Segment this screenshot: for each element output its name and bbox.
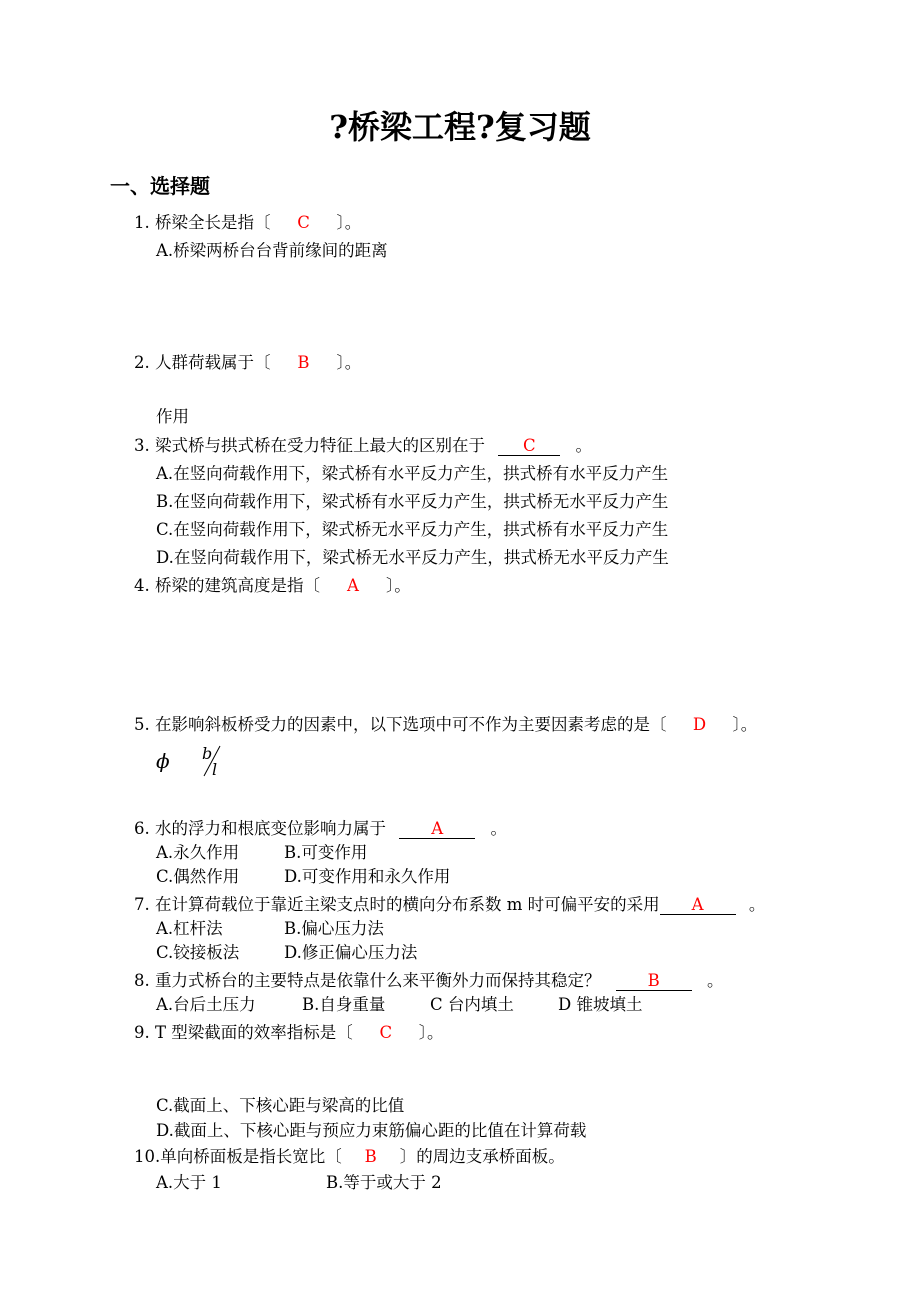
q7-stem: 7. 在计算荷载位于靠近主梁支点时的横向分布系数 m 时可偏平安的采用 (134, 895, 660, 914)
q5-fraction-denominator: l (212, 760, 218, 779)
q6-option-c: C.偶然作用 (156, 867, 240, 886)
q3-option-a: A.在竖向荷载作用下，梁式桥有水平反力产生，拱式桥有水平反力产生 (156, 464, 669, 483)
q10-stem: 10.单向桥面板是指长宽比〔 (134, 1147, 342, 1166)
q3-option-b: B.在竖向荷载作用下，梁式桥有水平反力产生，拱式桥无水平反力产生 (156, 492, 669, 511)
q1-option-a: A.桥梁两桥台台背前缘间的距离 (156, 241, 388, 260)
q2-stem: 2. 人群荷载属于〔 (134, 353, 271, 372)
q5-answer: D (692, 715, 707, 734)
question-10 (134, 1146, 565, 1168)
q5-fraction-numerator: b (202, 744, 213, 763)
q7-answer: A (660, 896, 736, 915)
q6-option-b: B.可变作用 (284, 843, 368, 862)
q6-stem: 6. 水的浮力和根底变位影响力属于 (134, 819, 386, 838)
q7-option-a: A.杠杆法 (156, 919, 223, 938)
q5-fraction-b-over-l (198, 744, 226, 780)
q7-options-row-1 (156, 918, 384, 940)
question-1 (134, 212, 361, 234)
q3-option-c: C.在竖向荷载作用下，梁式桥无水平反力产生，拱式桥有水平反力产生 (156, 520, 669, 539)
section-heading: 一、选择题 (110, 174, 210, 198)
q7-option-c: C.铰接板法 (156, 943, 240, 962)
q6-option-d: D.可变作用和永久作用 (284, 867, 451, 886)
q8-option-c: C 台内填土 (430, 995, 514, 1014)
question-7 (134, 894, 765, 916)
q2-answer: B (297, 353, 310, 372)
q6-options-row-1 (156, 842, 367, 864)
q3-option-d: D.在竖向荷载作用下，梁式桥无水平反力产生，拱式桥无水平反力产生 (156, 548, 669, 567)
q6-option-a: A.永久作用 (156, 843, 240, 862)
question-8 (134, 970, 724, 992)
q7-option-b: B.偏心压力法 (284, 919, 384, 938)
q7-option-d: D.修正偏心压力法 (284, 943, 418, 962)
q9-option-c: C.截面上、下核心距与梁高的比值 (156, 1096, 405, 1115)
q1-answer: C (297, 213, 310, 232)
q8-options-row (156, 994, 642, 1016)
q8-option-d: D 锥坡填土 (558, 995, 643, 1014)
q8-answer: B (616, 972, 692, 991)
q3-suffix: 。 (575, 436, 592, 455)
q6-suffix: 。 (490, 819, 507, 838)
q8-suffix: 。 (707, 971, 724, 990)
q4-stem: 4. 桥梁的建筑高度是指〔 (134, 576, 320, 595)
q5-suffix: 〕。 (732, 715, 758, 734)
q7-suffix: 。 (748, 895, 766, 914)
q5-stem: 5. 在影响斜板桥受力的因素中，以下选项中可不作为主要因素考虑的是〔 (134, 715, 667, 734)
q6-answer: A (399, 820, 475, 839)
q4-suffix: 〕。 (386, 576, 411, 595)
q5-symbol-phi: ϕ (156, 749, 170, 773)
question-5 (134, 714, 757, 736)
q3-answer: C (498, 437, 560, 456)
q9-suffix: 〕。 (418, 1023, 444, 1042)
q9-option-d: D.截面上、下核心距与预应力束筋偏心距的比值在计算荷载 (156, 1121, 587, 1140)
q1-suffix: 〕。 (336, 213, 362, 232)
question-3 (134, 435, 592, 457)
q2-fragment: 作用 (156, 407, 189, 426)
q1-stem: 1. 桥梁全长是指〔 (134, 213, 271, 232)
question-2 (134, 352, 361, 374)
q7-options-row-2 (156, 942, 417, 964)
question-6 (134, 818, 507, 840)
q8-stem: 8. 重力式桥台的主要特点是依靠什么来平衡外力而保持其稳定？ (134, 971, 601, 990)
q9-answer: C (379, 1023, 393, 1042)
q10-options-row (156, 1172, 442, 1194)
question-9 (134, 1022, 444, 1044)
q4-answer: A (347, 576, 359, 595)
q10-suffix: 〕的周边支承桥面板。 (399, 1147, 565, 1166)
q8-option-b: B.自身重量 (302, 995, 386, 1014)
q9-stem: 9. T 型梁截面的效率指标是〔 (134, 1023, 353, 1042)
q6-options-row-2 (156, 866, 450, 888)
q3-stem: 3. 梁式桥与拱式桥在受力特征上最大的区别在于 (134, 436, 485, 455)
q8-option-a: A.台后土压力 (156, 995, 256, 1014)
q10-option-a: A.大于 1 (156, 1173, 222, 1192)
q2-suffix: 〕。 (336, 353, 362, 372)
question-4 (134, 575, 411, 597)
q10-answer: B (364, 1147, 377, 1166)
q10-option-b: B.等于或大于 2 (326, 1173, 442, 1192)
page-title: ?桥梁工程?复习题 (329, 108, 591, 146)
